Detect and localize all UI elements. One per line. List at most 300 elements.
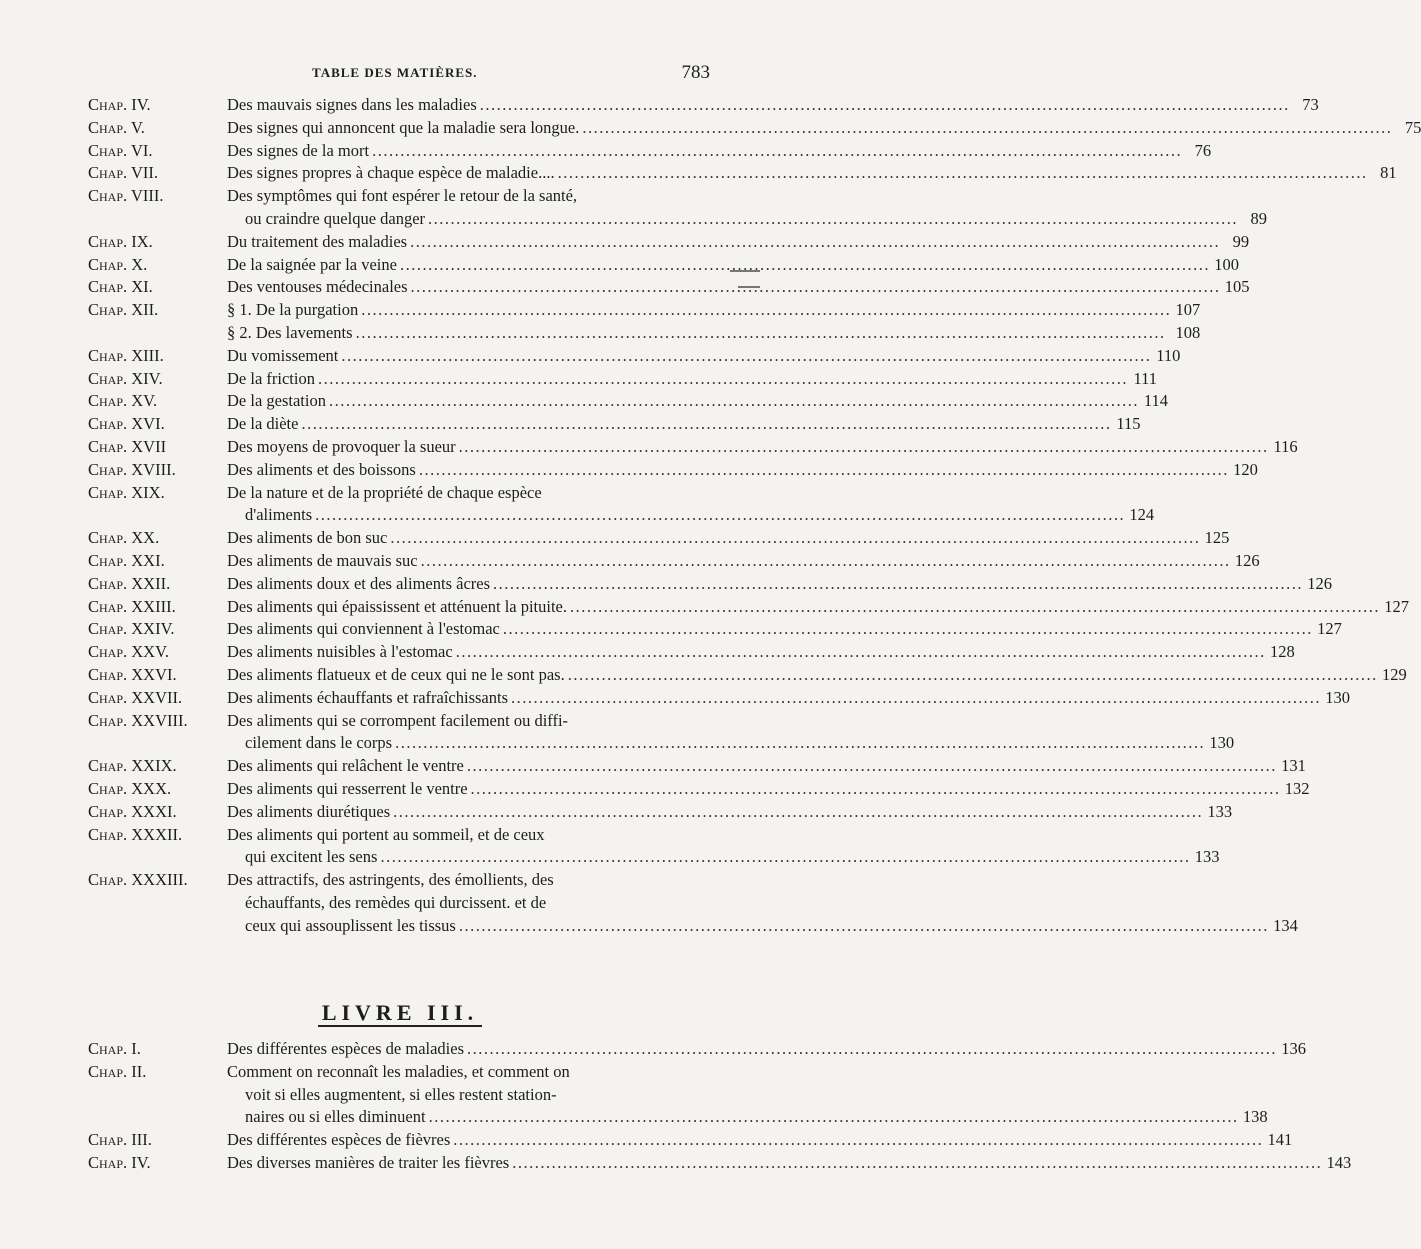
- chapter-description: [227, 801, 1232, 824]
- chapter-title: Des attractifs, des astringents, des émollients, des: [227, 870, 554, 890]
- chapter-number: [88, 482, 227, 505]
- chapter-title: De la diète: [227, 414, 299, 434]
- description-line: [227, 1152, 1351, 1175]
- chapter-title: ceux qui assouplissent les tissus: [245, 915, 456, 935]
- chapter-description: [227, 1061, 1268, 1129]
- chapter-number: [88, 641, 227, 664]
- page-reference: 110: [1156, 345, 1181, 365]
- chapter-title: Des aliments flatueux et de ceux qui ne le sont pas.: [227, 664, 565, 684]
- page-reference: 124: [1129, 505, 1155, 525]
- chapter-description: [227, 459, 1258, 482]
- description-line: [227, 1084, 1268, 1107]
- dot-leader: [471, 778, 1281, 801]
- dot-leader: [512, 1152, 1322, 1175]
- chapter-description: [227, 618, 1342, 641]
- chapter-number: [88, 527, 227, 550]
- chapter-title: Des aliments et des boissons: [227, 459, 416, 479]
- dot-leader: [558, 162, 1368, 185]
- chapter-title: § 1. De la purgation: [227, 300, 359, 320]
- chapter-numeral: XII.: [131, 300, 159, 320]
- page-reference: 120: [1233, 459, 1258, 479]
- description-line: [227, 482, 1154, 505]
- chapter-word: Chap.: [88, 345, 128, 365]
- chapter-title: naires ou si elles diminuent: [245, 1107, 426, 1127]
- chapter-numeral: XXII.: [131, 573, 171, 593]
- chapter-numeral: XXXII.: [131, 824, 183, 844]
- toc-entry: [88, 550, 1260, 573]
- dot-leader: [582, 117, 1392, 140]
- chapter-description: [227, 162, 1397, 185]
- chapter-numeral: XX.: [131, 528, 160, 548]
- page-reference: 138: [1242, 1107, 1268, 1127]
- toc-entry: [88, 641, 1295, 664]
- page-header: [90, 62, 710, 84]
- dot-leader: [301, 413, 1111, 436]
- toc-entry: [88, 231, 1250, 254]
- toc-entry: [88, 482, 1155, 528]
- dot-leader: [480, 94, 1290, 117]
- chapter-word: Chap.: [88, 368, 128, 388]
- chapter-title: De la gestation: [227, 391, 326, 411]
- dot-leader: [361, 299, 1171, 322]
- description-line: [227, 117, 1421, 140]
- toc-entry: [88, 710, 1235, 756]
- chapter-description: [227, 641, 1295, 664]
- dot-leader: [411, 276, 1221, 299]
- page-reference: 130: [1209, 733, 1235, 753]
- chapter-description: [227, 254, 1239, 277]
- chapter-number: [88, 664, 227, 687]
- toc-entry: [88, 687, 1351, 710]
- page-reference: 133: [1194, 847, 1220, 867]
- chapter-word: Chap.: [88, 573, 128, 593]
- chapter-numeral: IV.: [131, 1152, 151, 1172]
- chapter-numeral: XXXIII.: [131, 870, 188, 890]
- chapter-word: Chap.: [88, 619, 128, 639]
- chapter-word: Chap.: [88, 870, 128, 890]
- chapter-title: Des aliments qui resserrent le ventre: [227, 778, 468, 798]
- description-line: [227, 94, 1319, 117]
- chapter-word: Chap.: [88, 231, 128, 251]
- description-line: [227, 254, 1239, 277]
- chapter-description: [227, 94, 1319, 117]
- page-reference: 127: [1384, 596, 1410, 616]
- page-reference: 76: [1194, 140, 1212, 160]
- chapter-number: [88, 413, 227, 436]
- chapter-number: [88, 618, 227, 641]
- chapter-number: [88, 140, 227, 163]
- chapter-word: Chap.: [88, 550, 128, 570]
- page-number: 783: [681, 62, 710, 83]
- chapter-word: Chap.: [88, 300, 128, 320]
- chapter-numeral: XXIV.: [131, 619, 175, 639]
- toc-entry: [88, 276, 1250, 299]
- page-reference: 133: [1207, 801, 1233, 821]
- dot-leader: [467, 1038, 1277, 1061]
- chapter-numeral: XXIII.: [131, 596, 176, 616]
- toc-entry: [88, 1129, 1293, 1152]
- chapter-number: [88, 436, 227, 459]
- chapter-title: Des mauvais signes dans les maladies: [227, 95, 477, 114]
- chapter-word: Chap.: [88, 528, 128, 548]
- dot-leader: [380, 846, 1190, 869]
- description-line: [227, 801, 1232, 824]
- chapter-numeral: VIII.: [130, 186, 164, 206]
- chapter-numeral: IV.: [131, 95, 151, 114]
- chapter-title: § 2. Des lavements: [227, 322, 353, 342]
- chapter-number: [88, 755, 227, 778]
- page-reference: 134: [1273, 915, 1298, 935]
- chapter-number: [88, 801, 227, 824]
- chapter-word: Chap.: [88, 687, 128, 707]
- chapter-word: Chap.: [88, 778, 128, 798]
- page-reference: 127: [1317, 619, 1342, 639]
- page-reference: 89: [1250, 208, 1268, 228]
- toc-entry: [88, 573, 1333, 596]
- toc-entry: [88, 185, 1268, 231]
- page-reference: 136: [1281, 1039, 1307, 1058]
- chapter-title: Des diverses manières de traiter les fièvres: [227, 1152, 510, 1172]
- chapter-word: Chap.: [88, 1061, 128, 1081]
- chapter-word: Chap.: [88, 1152, 128, 1172]
- chapter-description: [227, 117, 1421, 140]
- chapter-description: [227, 436, 1298, 459]
- chapter-title: Des aliments de mauvais suc: [227, 550, 418, 570]
- chapter-description: [227, 1152, 1351, 1175]
- chapter-numeral: XXVII.: [131, 687, 183, 707]
- chapter-numeral: VII.: [130, 163, 158, 183]
- chapter-word: Chap.: [88, 95, 128, 114]
- chapter-numeral: IX.: [131, 231, 153, 251]
- chapter-number: [88, 550, 227, 573]
- chapter-number: [88, 94, 227, 117]
- chapter-numeral: XV.: [131, 391, 158, 411]
- toc-entry: [88, 1152, 1352, 1175]
- chapter-number: [88, 1152, 227, 1175]
- chapter-description: [227, 573, 1332, 596]
- dot-leader: [390, 527, 1200, 550]
- chapter-word: Chap.: [88, 459, 128, 479]
- dot-leader: [511, 687, 1321, 710]
- page-reference: 99: [1232, 231, 1250, 251]
- description-line: [227, 618, 1342, 641]
- chapter-numeral: XXVIII.: [131, 710, 188, 730]
- description-line: [227, 185, 1267, 208]
- toc-entry: [88, 413, 1141, 436]
- description-line: [227, 824, 1219, 847]
- description-line: [227, 550, 1260, 573]
- toc-entry: [88, 459, 1258, 482]
- chapter-numeral: XI.: [131, 277, 153, 297]
- chapter-number: [88, 573, 227, 596]
- book-title: LIVRE III.: [0, 1000, 800, 1026]
- chapter-title: Du vomissement: [227, 345, 339, 365]
- description-line: [227, 596, 1409, 619]
- chapter-number: [88, 1061, 227, 1084]
- chapter-title: Des aliments qui relâchent le ventre: [227, 756, 464, 776]
- description-line: [227, 664, 1407, 687]
- chapter-numeral: VI.: [130, 140, 153, 160]
- chapter-numeral: XIV.: [131, 368, 163, 388]
- chapter-word: Chap.: [88, 664, 128, 684]
- chapter-word: Chap.: [88, 117, 128, 137]
- dot-leader: [459, 915, 1269, 938]
- toc-entry: [88, 254, 1239, 277]
- description-line: [227, 1038, 1306, 1061]
- dot-leader: [456, 641, 1266, 664]
- chapter-numeral: XXIX.: [131, 756, 177, 776]
- page-reference: 100: [1214, 254, 1239, 274]
- chapter-numeral: XXXI.: [131, 801, 177, 821]
- chapter-word: Chap.: [88, 436, 128, 456]
- chapter-word: Chap.: [88, 756, 128, 776]
- chapter-word: Chap.: [88, 140, 128, 160]
- toc-entry: [88, 755, 1306, 778]
- page-reference: 132: [1284, 778, 1310, 798]
- page-reference: 141: [1267, 1130, 1293, 1150]
- chapter-word: Chap.: [88, 1130, 128, 1150]
- description-line: [227, 1129, 1292, 1152]
- margin-mark: [730, 270, 760, 272]
- description-line: [227, 345, 1180, 368]
- chapter-description: [227, 824, 1219, 870]
- chapter-title: De la saignée par la veine: [227, 254, 397, 274]
- chapter-title: Des symptômes qui font espérer le retour de la santé,: [227, 186, 578, 206]
- chapter-description: [227, 231, 1249, 254]
- description-line: [227, 573, 1332, 596]
- description-line: [227, 732, 1234, 755]
- page-reference: 75: [1404, 117, 1421, 137]
- page-reference: 114: [1143, 391, 1168, 411]
- chapter-number: [88, 687, 227, 710]
- chapter-title: échauffants, des remèdes qui durcissent. et de: [245, 892, 547, 912]
- chapter-description: [227, 596, 1409, 619]
- chapter-description: [227, 140, 1211, 163]
- running-title: TABLE DES MATIÈRES.: [312, 65, 478, 80]
- toc-entry: [88, 801, 1233, 824]
- description-line: [227, 436, 1298, 459]
- dot-leader: [467, 755, 1277, 778]
- dot-leader: [503, 618, 1313, 641]
- chapter-title: voit si elles augmentent, si elles restent station-: [245, 1084, 557, 1104]
- dot-leader: [356, 322, 1172, 345]
- chapter-title: Des aliments doux et des aliments âcres: [227, 573, 491, 593]
- description-line: [227, 459, 1258, 482]
- chapter-word: Chap.: [88, 254, 128, 274]
- chapter-numeral: III.: [131, 1130, 152, 1150]
- chapter-word: Chap.: [88, 186, 128, 206]
- chapter-description: [227, 299, 1200, 345]
- chapter-description: [227, 1038, 1306, 1061]
- chapter-description: [227, 482, 1154, 528]
- chapter-number: [88, 710, 227, 733]
- table-of-contents-part-1: [88, 94, 1421, 937]
- chapter-number: [88, 299, 227, 322]
- chapter-title: d'aliments: [245, 505, 313, 525]
- chapter-number: [88, 1038, 227, 1061]
- page-reference: 81: [1380, 163, 1397, 183]
- dot-leader: [400, 254, 1210, 277]
- page-reference: 128: [1269, 642, 1295, 662]
- chapter-description: [227, 869, 1298, 937]
- toc-entry: [88, 345, 1181, 368]
- toc-entry: [88, 664, 1407, 687]
- chapter-number: [88, 1129, 227, 1152]
- chapter-number: [88, 824, 227, 847]
- chapter-title: De la nature et de la propriété de chaque espèce: [227, 482, 542, 502]
- chapter-numeral: XXVI.: [131, 664, 177, 684]
- chapter-numeral: X.: [131, 254, 148, 274]
- description-line: [227, 413, 1140, 436]
- chapter-numeral: XXV.: [131, 642, 170, 662]
- chapter-word: Chap.: [88, 596, 128, 616]
- chapter-description: [227, 368, 1157, 391]
- description-line: [227, 231, 1249, 254]
- description-line: [227, 504, 1154, 527]
- chapter-title: Des aliments nuisibles à l'estomac: [227, 642, 453, 662]
- toc-entry: [88, 390, 1168, 413]
- chapter-word: Chap.: [88, 801, 128, 821]
- chapter-title: Des aliments qui conviennent à l'estomac: [227, 619, 500, 639]
- dot-leader: [410, 231, 1220, 254]
- page-reference: 131: [1281, 756, 1306, 776]
- description-line: [227, 527, 1229, 550]
- toc-entry: [88, 618, 1342, 641]
- dot-leader: [372, 140, 1182, 163]
- dot-leader: [429, 1106, 1239, 1129]
- dot-leader: [395, 732, 1205, 755]
- chapter-title: cilement dans le corps: [245, 733, 393, 753]
- description-line: [227, 299, 1200, 322]
- toc-entry: [88, 94, 1319, 117]
- description-line: [227, 208, 1267, 231]
- chapter-word: Chap.: [88, 1039, 128, 1058]
- toc-entry: [88, 368, 1157, 391]
- chapter-title: Des signes de la mort: [227, 140, 370, 160]
- description-line: [227, 641, 1295, 664]
- chapter-number: [88, 345, 227, 368]
- chapter-description: [227, 1129, 1292, 1152]
- chapter-title: qui excitent les sens: [245, 847, 378, 867]
- description-line: [227, 1061, 1268, 1084]
- chapter-title: Des moyens de provoquer la sueur: [227, 436, 456, 456]
- chapter-numeral: XVIII.: [131, 459, 176, 479]
- chapter-numeral: XXX.: [131, 778, 172, 798]
- chapter-number: [88, 276, 227, 299]
- description-line: [227, 846, 1219, 869]
- chapter-word: Chap.: [88, 414, 128, 434]
- chapter-title: Des aliments diurétiques: [227, 801, 391, 821]
- toc-entry: [88, 824, 1220, 870]
- chapter-number: [88, 596, 227, 619]
- chapter-word: Chap.: [88, 163, 128, 183]
- toc-entry: [88, 869, 1298, 937]
- description-line: [227, 322, 1200, 345]
- chapter-description: [227, 345, 1180, 368]
- chapter-title: Du traitement des maladies: [227, 231, 408, 251]
- chapter-numeral: I.: [131, 1039, 141, 1058]
- dot-leader: [318, 368, 1128, 391]
- chapter-description: [227, 687, 1350, 710]
- toc-entry: [88, 527, 1230, 550]
- table-of-contents-part-2: [88, 1038, 1352, 1175]
- dot-leader: [329, 390, 1139, 413]
- dot-leader: [421, 550, 1231, 573]
- toc-entry: [88, 117, 1421, 140]
- page-reference: 129: [1381, 664, 1407, 684]
- description-line: [227, 368, 1157, 391]
- dot-leader: [570, 596, 1380, 619]
- dot-leader: [393, 801, 1203, 824]
- chapter-word: Chap.: [88, 824, 128, 844]
- toc-entry: [88, 140, 1212, 163]
- chapter-number: [88, 778, 227, 801]
- chapter-numeral: XIII.: [131, 345, 164, 365]
- chapter-number: [88, 390, 227, 413]
- page-reference: 116: [1273, 436, 1298, 456]
- description-line: [227, 915, 1298, 938]
- description-line: [227, 1106, 1268, 1129]
- chapter-word: Chap.: [88, 482, 128, 502]
- dot-leader: [428, 208, 1238, 231]
- description-line: [227, 892, 1298, 915]
- chapter-description: [227, 550, 1260, 573]
- page-reference: 130: [1325, 687, 1351, 707]
- description-line: [227, 687, 1350, 710]
- chapter-word: Chap.: [88, 391, 128, 411]
- chapter-title: Des aliments de bon suc: [227, 528, 388, 548]
- toc-entry: [88, 1061, 1268, 1129]
- chapter-title: Des différentes espèces de maladies: [227, 1039, 465, 1058]
- page-reference: 143: [1326, 1152, 1352, 1172]
- chapter-description: [227, 664, 1407, 687]
- chapter-word: Chap.: [88, 642, 128, 662]
- chapter-number: [88, 162, 227, 185]
- chapter-number: [88, 368, 227, 391]
- dot-leader: [493, 573, 1303, 596]
- description-line: [227, 390, 1168, 413]
- chapter-title: Comment on reconnaît les maladies, et comment on: [227, 1061, 570, 1081]
- description-line: [227, 755, 1306, 778]
- chapter-description: [227, 710, 1234, 756]
- chapter-title: Des aliments qui se corrompent facilement ou diffi-: [227, 710, 569, 730]
- chapter-title: Des signes qui annoncent que la maladie sera longue.: [227, 117, 580, 137]
- chapter-number: [88, 117, 227, 140]
- dot-leader: [341, 345, 1151, 368]
- chapter-title: Des ventouses médecinales: [227, 277, 408, 297]
- chapter-number: [88, 459, 227, 482]
- description-line: [227, 140, 1211, 163]
- toc-entry: [88, 436, 1298, 459]
- toc-entry: [88, 299, 1201, 345]
- chapter-title: Des aliments qui portent au sommeil, et de ceux: [227, 824, 545, 844]
- chapter-description: [227, 390, 1168, 413]
- toc-entry: [88, 1038, 1307, 1061]
- toc-entry: [88, 162, 1397, 185]
- chapter-numeral: XVI.: [131, 414, 165, 434]
- chapter-title: Des aliments qui épaississent et atténuent la pituite.: [227, 596, 568, 616]
- page-reference: 126: [1234, 550, 1260, 570]
- chapter-description: [227, 413, 1140, 436]
- page-reference: 125: [1204, 528, 1230, 548]
- page-reference: 108: [1175, 322, 1201, 342]
- description-line: [227, 778, 1310, 801]
- toc-entry: [88, 596, 1410, 619]
- chapter-word: Chap.: [88, 710, 128, 730]
- chapter-description: [227, 185, 1267, 231]
- chapter-title: Des aliments échauffants et rafraîchissants: [227, 687, 509, 707]
- chapter-title: De la friction: [227, 368, 315, 388]
